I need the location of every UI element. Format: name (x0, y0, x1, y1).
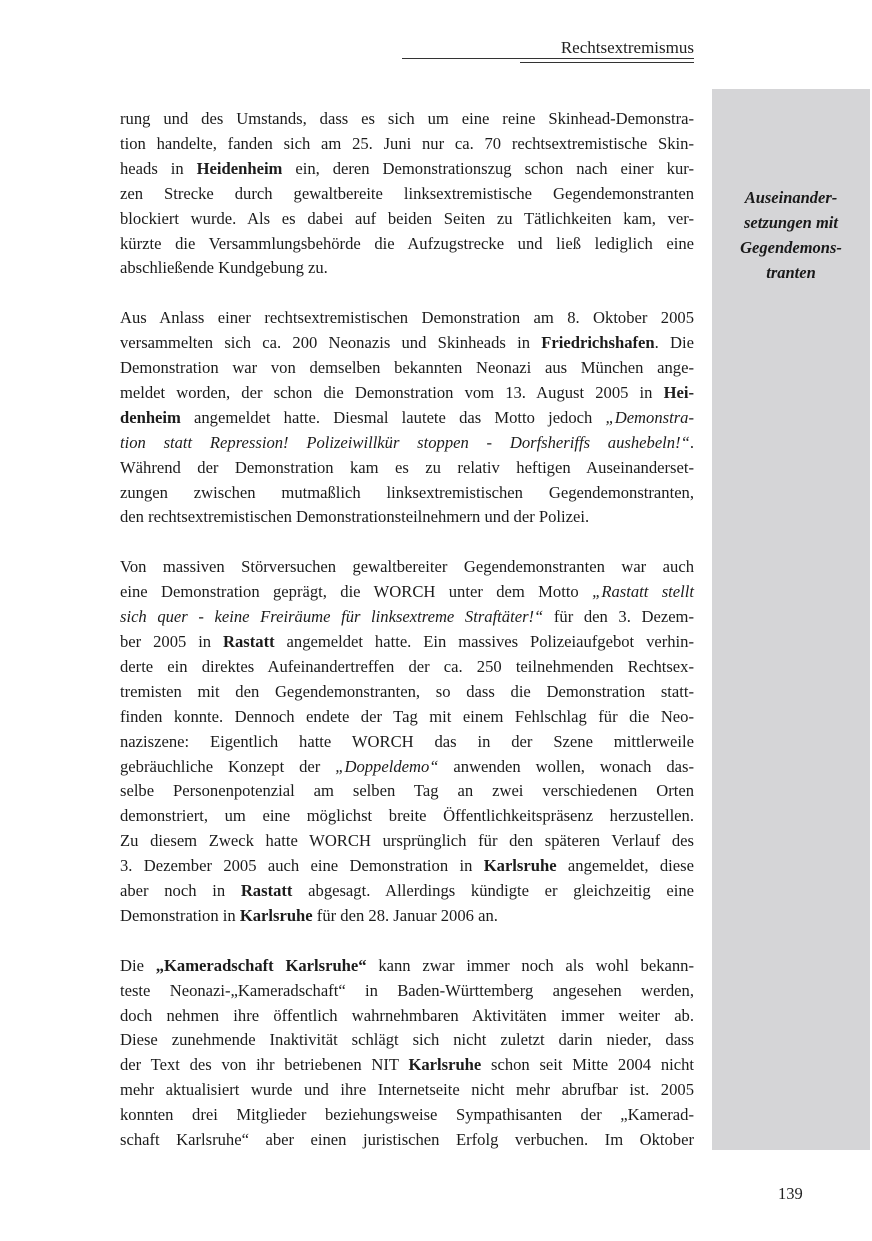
margin-note-line: Gegendemons- (740, 238, 842, 257)
text-segment: der Text des von ihr betriebenen NIT (120, 1055, 409, 1075)
text-segment: für den 28. Januar 2006 an. (312, 905, 498, 925)
paragraph (120, 555, 694, 929)
place-name: Heidenheim (196, 158, 283, 178)
margin-note (712, 185, 870, 285)
text-line (120, 555, 694, 580)
text-segment: tion handelte, fanden sich am 25. Juni nur ca. 70 rechtsextremistische Skin- (120, 133, 694, 153)
quoted-motto: „Doppeldemo“ (335, 756, 439, 776)
margin-note-line: tranten (766, 263, 816, 282)
paragraph (120, 107, 694, 281)
text-segment: rung und des Umstands, dass es sich um eine reine Skinhead-Demonstra- (120, 109, 694, 128)
text-line (120, 256, 694, 281)
text-line (120, 505, 694, 530)
text-segment: Diese zunehmende Inaktivität schlägt sich nicht zuletzt darin nieder, dass (120, 1030, 694, 1050)
text-line (120, 207, 694, 232)
text-line (120, 630, 694, 655)
text-segment: Aus Anlass einer rechtsextremistischen Demonstration am 8. Oktober 2005 (120, 308, 694, 328)
text-segment: mehr aktualisiert wurde und ihre Internetseite nicht mehr abrufbar ist. 2005 (120, 1080, 694, 1100)
margin-note-line: setzungen mit (744, 213, 838, 232)
text-line (120, 580, 694, 605)
text-segment: zungen zwischen mutmaßlich linksextremistischen Gegendemonstranten, (120, 482, 694, 502)
place-name: „Kameradschaft Karlsruhe“ (155, 955, 367, 975)
text-segment: heads in (120, 158, 197, 178)
text-segment: anwenden wollen, wonach das- (438, 756, 695, 776)
text-line (120, 705, 694, 730)
text-segment: ein, deren Demonstrationszug schon nach einer kur- (282, 158, 694, 178)
text-segment: Die (120, 955, 156, 975)
text-line (120, 1128, 694, 1153)
text-line (120, 1078, 694, 1103)
text-line (120, 331, 694, 356)
text-line (120, 406, 694, 431)
text-segment: angemeldet hatte. Diesmal lautete das Motto jedoch (180, 407, 606, 427)
text-segment: demonstriert, um eine möglichst breite Öffentlichkeitspräsenz herzustellen. (120, 806, 694, 826)
place-name: Karlsruhe (483, 856, 557, 876)
text-segment: konnten drei Mitglieder beziehungsweise Sympathisanten der „Kamerad- (120, 1105, 694, 1125)
text-segment: . (689, 432, 694, 452)
place-name: Karlsruhe (408, 1055, 482, 1075)
text-segment: schon seit Mitte 2004 nicht (481, 1055, 694, 1075)
text-line (120, 680, 694, 705)
text-line (120, 605, 694, 630)
header-rule-short (520, 62, 694, 63)
text-segment: Demonstration in (120, 905, 240, 925)
body-text (120, 107, 694, 1178)
margin-note-line: Auseinander- (744, 188, 838, 207)
text-line (120, 481, 694, 506)
text-segment: abschließende Kundgebung zu. (120, 258, 328, 278)
text-segment: Während der Demonstration kam es zu relativ heftigen Auseinanderset- (120, 457, 694, 477)
text-segment: 3. Dezember 2005 auch eine Demonstration in (120, 856, 484, 876)
page-number: 139 (778, 1184, 803, 1203)
text-line (120, 829, 694, 854)
paragraph (120, 306, 694, 530)
text-segment: schaft Karlsruhe“ aber einen juristischen Erfolg verbuchen. Im Oktober (120, 1130, 694, 1150)
header-rule (402, 58, 694, 59)
place-name: Friedrichshafen (541, 333, 655, 353)
running-header: Rechtsextremismus (560, 38, 694, 57)
place-name: denheim (120, 407, 181, 427)
text-line (120, 979, 694, 1004)
text-segment: gebräuchliche Konzept der (120, 756, 336, 776)
text-line (120, 232, 694, 257)
text-segment: versammelten sich ca. 200 Neonazis und Skinheads in (120, 333, 542, 353)
text-segment: Zu diesem Zweck hatte WORCH ursprünglich für den späteren Verlauf des (120, 831, 694, 851)
text-segment: kann zwar immer noch als wohl bekann- (366, 955, 695, 975)
text-line (120, 954, 694, 979)
text-line (120, 1028, 694, 1053)
text-line (120, 182, 694, 207)
text-segment: zen Strecke durch gewaltbereite linksextremistische Gegendemonstranten (120, 183, 694, 203)
text-segment: angemeldet hatte. Ein massives Polizeiaufgebot verhin- (274, 632, 694, 651)
text-line (120, 655, 694, 680)
text-segment: naziszene: Eigentlich hatte WORCH das in der Szene mittlerweile (120, 731, 694, 751)
text-segment: . Die (654, 333, 694, 353)
margin-sidebar (712, 89, 870, 1150)
text-segment: doch nehmen ihre öffentlich wahrnehmbaren Aktivitäten immer weiter ab. (120, 1005, 694, 1025)
text-segment: tremisten mit den Gegendemonstranten, so dass die Demonstration statt- (120, 681, 694, 701)
text-segment: abgesagt. Allerdings kündigte er gleichzeitig eine (292, 881, 694, 901)
quoted-motto: „Rastatt stellt (592, 582, 694, 602)
text-line (120, 879, 694, 904)
place-name: Hei- (663, 382, 694, 402)
text-line (120, 107, 694, 132)
text-line (120, 1103, 694, 1128)
quoted-motto: „Demonstra- (605, 407, 694, 427)
text-line (120, 804, 694, 829)
text-segment: blockiert wurde. Als es dabei auf beiden Seiten zu Tätlichkeiten kam, ver- (120, 208, 694, 228)
text-segment: ber 2005 in (120, 632, 224, 651)
text-segment: für den 3. Dezem- (543, 607, 694, 627)
text-line (120, 779, 694, 804)
text-line (120, 1004, 694, 1029)
text-line (120, 132, 694, 157)
text-line (120, 306, 694, 331)
text-line (120, 854, 694, 879)
text-segment: finden konnte. Dennoch endete der Tag mit einem Fehlschlag für die Neo- (120, 706, 694, 726)
text-segment: Von massiven Störversuchen gewaltbereiter Gegendemonstranten war auch (120, 557, 694, 577)
place-name: Rastatt (240, 881, 293, 901)
place-name: Karlsruhe (239, 905, 313, 925)
text-line (120, 755, 694, 780)
text-line (120, 157, 694, 182)
text-segment: eine Demonstration geprägt, die WORCH unter dem Motto (120, 582, 593, 602)
quoted-motto: tion statt Repression! Polizeiwillkür stoppen - Dorfsheriffs aushebeln!“ (120, 432, 690, 452)
text-line (120, 381, 694, 406)
text-segment: aber noch in (120, 881, 241, 901)
place-name: Rastatt (223, 632, 275, 651)
text-segment: meldet worden, der schon die Demonstration vom 13. August 2005 in (120, 382, 664, 402)
text-segment: derte ein direktes Aufeinandertreffen der ca. 250 teilnehmenden Rechtsex- (120, 656, 694, 676)
text-line (120, 1053, 694, 1078)
text-line (120, 356, 694, 381)
text-segment: den rechtsextremistischen Demonstrationsteilnehmern und der Polizei. (120, 507, 590, 527)
text-segment: kürzte die Versammlungsbehörde die Aufzugstrecke und ließ lediglich eine (120, 233, 694, 253)
paragraph (120, 954, 694, 1153)
text-segment: Demonstration war von demselben bekannten Neonazi aus München ange- (120, 358, 694, 378)
text-line (120, 456, 694, 481)
text-segment: teste Neonazi-„Kameradschaft“ in Baden-Württemberg angesehen werden, (120, 980, 694, 1000)
text-segment: selbe Personenpotenzial am selben Tag an zwei verschiedenen Orten (120, 781, 694, 801)
text-line (120, 730, 694, 755)
text-line (120, 904, 694, 929)
text-line (120, 431, 694, 456)
text-segment: angemeldet, diese (556, 856, 694, 876)
quoted-motto: sich quer - keine Freiräume für linksextreme Straftäter!“ (120, 607, 544, 627)
